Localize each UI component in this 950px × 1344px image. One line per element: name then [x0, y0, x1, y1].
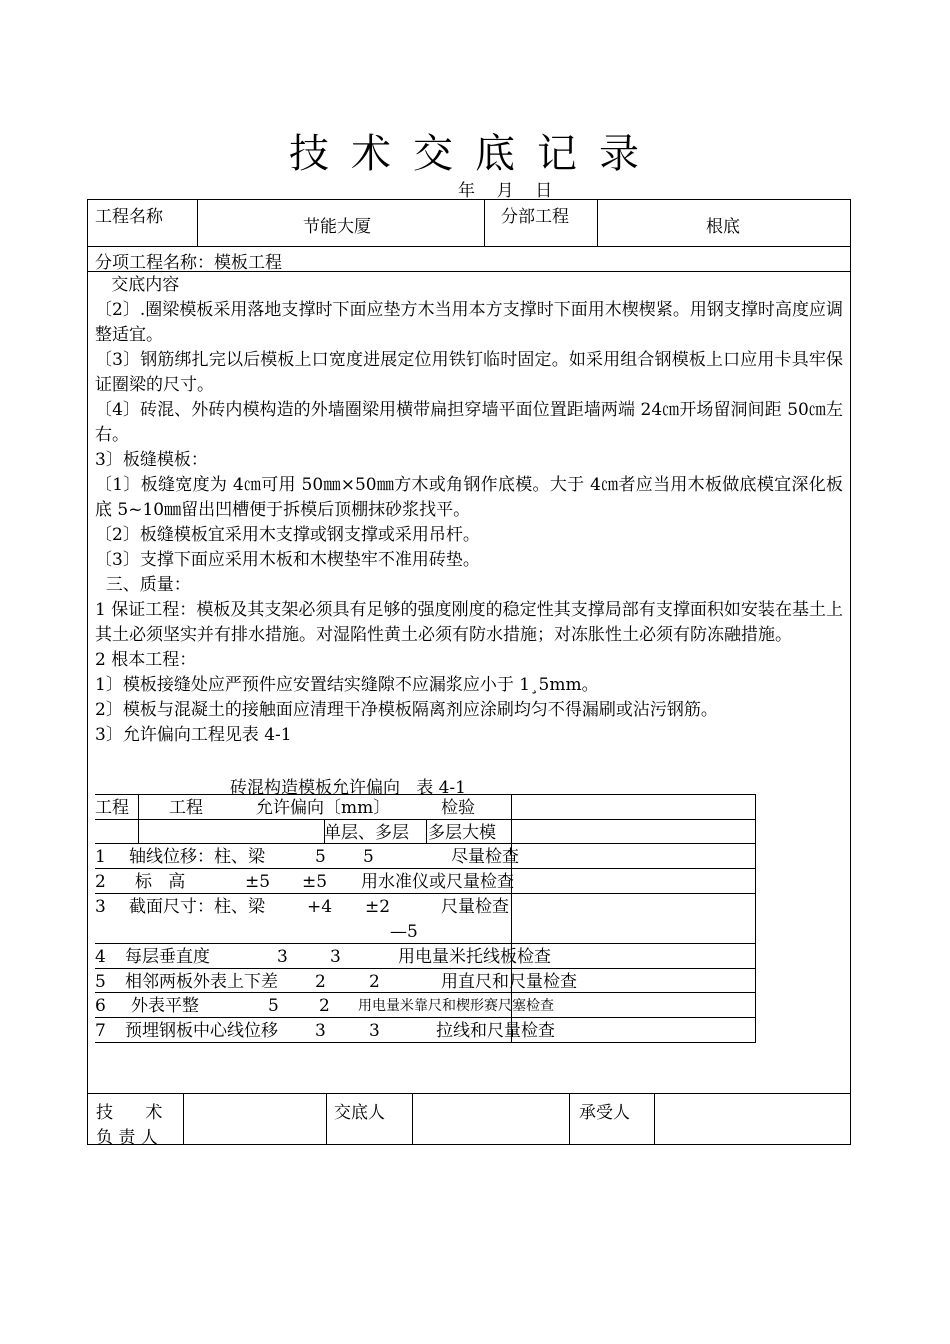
project-name-label: 工程名称	[95, 207, 163, 227]
content-line: 〔3〕支撑下面应采用木板和木楔垫牢不准用砖垫。	[95, 550, 480, 570]
row-method: 尽量检查	[451, 847, 519, 867]
row-item: 截面尺寸：柱、梁	[129, 897, 265, 917]
col-header-no: 工程	[95, 798, 129, 818]
row-multi: ±5	[302, 872, 328, 892]
row-single-lower: —5	[390, 922, 418, 942]
col-header-tolerance: 允许偏向〔mm〕	[256, 798, 391, 818]
content-line: 〔1〕板缝宽度为 4㎝可用 50㎜×50㎜方木或角钢作底模。大于 4㎝者应当用木板做底模宜深化板底 5~10㎜留出凹槽便于拆模后顶棚抹砂浆找平。	[95, 475, 843, 520]
content-line: 1〕模板接缝处应严预件应安置结实缝隙不应漏浆应小于 1¸5mm。	[95, 675, 599, 695]
tech-lead-label: 技 术	[96, 1103, 163, 1123]
row-item: 预埋钢板中心线位移	[125, 1021, 278, 1041]
receiver-label: 承受人	[579, 1103, 630, 1123]
row-single: 3	[315, 1021, 326, 1041]
content-line: 〔2〕.圈梁模板采用落地支撑时下面应垫方木当用本方支撑时下面用木楔楔紧。用钢支撑时高度应调整适宜。	[95, 300, 843, 345]
project-name-value: 节能大厦	[303, 217, 371, 237]
tolerance-table	[95, 794, 756, 1042]
row-multi: 5	[363, 847, 374, 867]
row-no: 7	[95, 1021, 106, 1041]
row-method: 用直尺和尺量检查	[441, 972, 577, 992]
row-method: 尺量检查	[441, 897, 509, 917]
row-item: 每层垂直度	[125, 947, 210, 967]
row-multi: 2	[369, 972, 380, 992]
content-line: 3〕允许偏向工程见表 4-1	[95, 725, 292, 745]
row-item: 轴线位移：柱、梁	[129, 847, 265, 867]
row-multi: 3	[369, 1021, 380, 1041]
row-no: 5	[95, 972, 106, 992]
division-value: 根底	[706, 217, 740, 237]
table-row	[95, 970, 756, 995]
col-header-multi: 多层大模	[428, 823, 496, 843]
content-line: 1 保证工程：模板及其支架必须具有足够的强度刚度的稳定性其支撑局部有支撑面积如安装在基土上其土必须坚实并有排水措施。对湿陷性黄土必须有防水措施；对冻胀性土必须有防冻融措施。	[95, 600, 843, 645]
row-single: 3	[277, 947, 288, 967]
row-no: 4	[95, 947, 106, 967]
col-header-single: 单层、多层	[324, 823, 409, 843]
discloser-label: 交底人	[334, 1103, 385, 1123]
col-header-item: 工程	[169, 798, 203, 818]
row-item: 相邻两板外表上下差	[125, 972, 278, 992]
table-row	[95, 1019, 756, 1044]
tech-lead-label-line2: 负 责 人	[96, 1128, 158, 1148]
row-single: +4	[307, 897, 333, 917]
row-method: 用水准仪或尺量检查	[361, 872, 514, 892]
row-single: 5	[315, 847, 326, 867]
document-title: 技术交底记录	[289, 131, 661, 177]
content-line: 〔4〕砖混、外砖内模构造的外墙圈梁用横带扁担穿墙平面位置距墙两端 24㎝开场留洞间距 50㎝左右。	[95, 400, 843, 445]
table-row	[95, 845, 756, 870]
row-single: 2	[315, 972, 326, 992]
row-single: ±5	[245, 872, 271, 892]
row-item: 外表平整	[131, 996, 199, 1016]
row-no: 1	[95, 847, 106, 867]
content-line: 3〕板缝模板：	[95, 450, 208, 470]
row-method: 用电量米靠尺和楔形赛尺塞检查	[358, 998, 554, 1014]
content-line: 〔2〕板缝模板宜采用木支撑或钢支撑或采用吊杆。	[95, 525, 480, 545]
content-line: 交底内容	[95, 275, 180, 295]
content-line: 2 根本工程：	[95, 650, 197, 670]
division-label: 分部工程	[501, 207, 569, 227]
table-row	[95, 945, 756, 970]
disclosure-content	[95, 273, 843, 748]
table-row	[95, 994, 756, 1019]
date-label: 年 月 日	[458, 181, 553, 201]
content-line: 〔3〕钢筋绑扎完以后模板上口宽度进展定位用铁钉临时固定。如采用组合钢模板上口应用卡具牢保证圈梁的尺寸。	[95, 350, 843, 395]
content-line: 三、质量：	[95, 575, 191, 595]
row-item: 标 高	[135, 872, 186, 892]
col-header-method: 检验	[441, 798, 475, 818]
table-row	[95, 870, 756, 895]
table-row	[95, 895, 756, 920]
row-multi: 2	[319, 996, 330, 1016]
row-no: 2	[95, 872, 106, 892]
content-line: 2〕模板与混凝土的接触面应清理干净模板隔离剂应涂刷均匀不得漏刷或沾污钢筋。	[95, 700, 718, 720]
table-caption: 砖混构造模板允许偏向 表 4-1	[230, 778, 466, 798]
row-single: 5	[268, 996, 279, 1016]
row-method: 用电量米托线板检查	[398, 947, 551, 967]
row-method: 拉线和尺量检查	[436, 1021, 555, 1041]
row-multi: 3	[330, 947, 341, 967]
row-multi: ±2	[365, 897, 391, 917]
sub-item-label: 分项工程名称：模板工程	[95, 253, 282, 273]
row-no: 6	[95, 996, 106, 1016]
row-no: 3	[95, 897, 106, 917]
